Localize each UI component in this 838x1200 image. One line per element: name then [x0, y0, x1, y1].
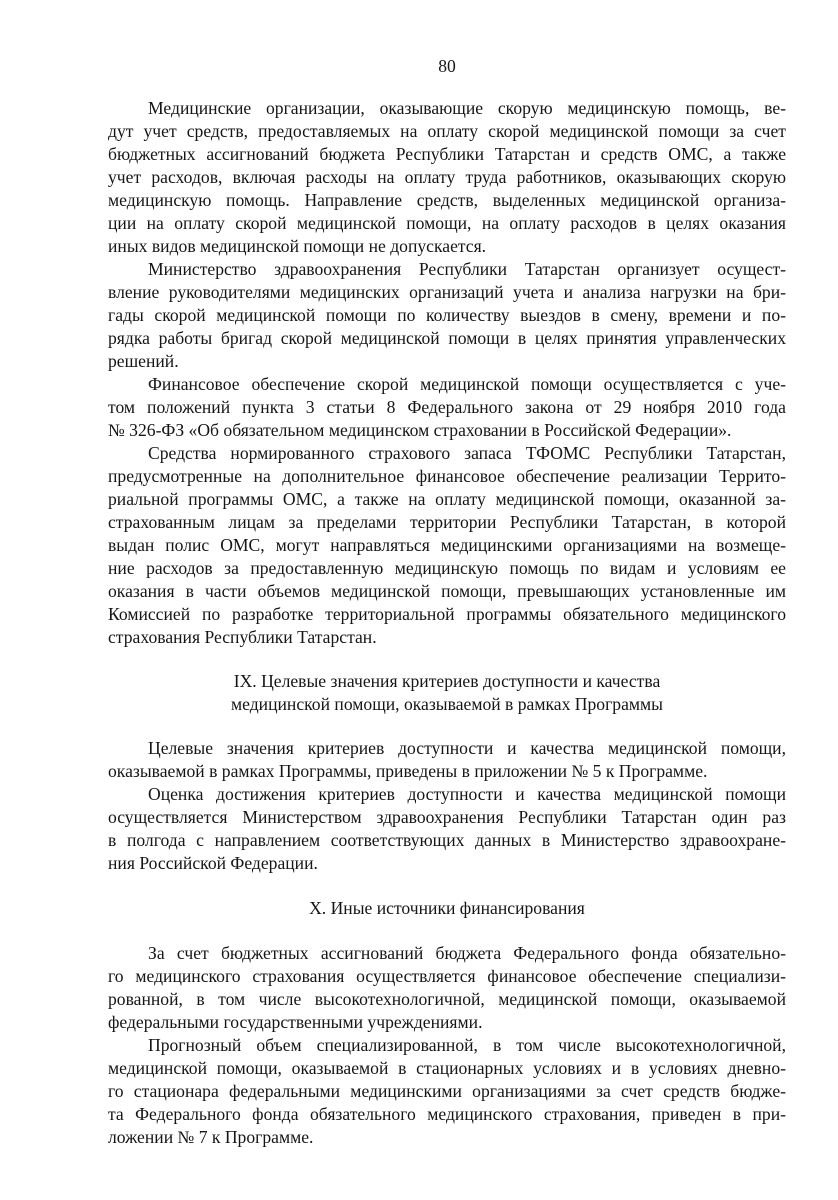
paragraph-line: страхования Республики Татарстан.: [108, 627, 377, 647]
paragraph-line: рядка работы бригад скорой медицинской помощи в целях принятия управленческих: [108, 328, 786, 348]
paragraph-line: ния Российской Федерации.: [108, 853, 318, 873]
paragraph-line: За счет бюджетных ассигнований бюджета Федерального фонда обязательно-: [148, 943, 786, 963]
paragraph-line: Комиссией по разработке территориальной программы обязательного медицинского: [108, 604, 786, 624]
paragraph-line: го стационара федеральными медицинскими организациями за счет средств бюдже-: [108, 1081, 786, 1101]
paragraph-line: дут учет средств, предоставляемых на оплату скорой медицинской помощи за счет: [108, 121, 786, 141]
paragraph-line: осуществляется Министерством здравоохранения Республики Татарстан один раз: [108, 807, 786, 827]
paragraph-line: № 326-ФЗ «Об обязательном медицинском страховании в Российской Федерации».: [108, 420, 732, 440]
paragraph-line: бюджетных ассигнований бюджета Республики Татарстан и средств ОМС, а также: [108, 144, 786, 164]
section-heading: IX. Целевые значения критериев доступности и качества: [233, 671, 661, 691]
paragraph-line: ние расходов за предоставленную медицинскую помощь по видам и условиям ее: [108, 558, 786, 578]
paragraph-line: решений.: [108, 351, 179, 371]
paragraph-line: выдан полис ОМС, могут направляться медицинскими организациями на возмеще-: [108, 535, 786, 555]
paragraph-line: иных видов медицинской помощи не допускается.: [108, 236, 487, 256]
paragraph-line: страхованным лицам за пределами территории Республики Татарстан, в которой: [108, 512, 786, 532]
paragraph-line: Оценка достижения критериев доступности и качества медицинской помощи: [148, 784, 786, 804]
paragraph-line: медицинской помощи, оказываемой в стационарных условиях и в условиях дневно-: [108, 1058, 786, 1078]
paragraph-line: оказываемой в рамках Программы, приведены в приложении № 5 к Программе.: [108, 761, 708, 781]
paragraph-line: ложении № 7 к Программе.: [108, 1127, 314, 1147]
section-heading: медицинской помощи, оказываемой в рамках Программы: [231, 694, 663, 714]
paragraph-line: в полгода с направлением соответствующих данных в Министерство здравоохране-: [108, 830, 786, 850]
paragraph-line: Средства нормированного страхового запаса ТФОМС Республики Татарстан,: [148, 443, 786, 463]
paragraph-line: том положений пункта 3 статьи 8 Федерального закона от 29 ноября 2010 года: [108, 397, 786, 417]
paragraph-line: федеральными государственными учреждениями.: [108, 1012, 483, 1032]
paragraph-line: го медицинского страхования осуществляется финансовое обеспечение специализи-: [108, 966, 786, 986]
paragraph-line: Целевые значения критериев доступности и качества медицинской помощи,: [148, 738, 786, 758]
page-number: 80: [438, 56, 456, 76]
section-heading: X. Иные источники финансирования: [309, 898, 585, 918]
paragraph-line: предусмотренные на дополнительное финансовое обеспечение реализации Террито-: [108, 466, 786, 486]
paragraph-line: оказания в части объемов медицинской помощи, превышающих установленные им: [108, 581, 786, 601]
paragraph-line: медицинскую помощь. Направление средств, выделенных медицинской организа-: [108, 190, 786, 210]
paragraph-line: Прогнозный объем специализированной, в том числе высокотехнологичной,: [148, 1035, 786, 1055]
paragraph-line: вление руководителями медицинских организаций учета и анализа нагрузки на бри-: [108, 282, 786, 302]
paragraph-line: Министерство здравоохранения Республики Татарстан организует осущест-: [148, 259, 786, 279]
paragraph-line: Финансовое обеспечение скорой медицинской помощи осуществляется с уче-: [148, 374, 786, 394]
paragraph-line: рованной, в том числе высокотехнологичной, медицинской помощи, оказываемой: [108, 989, 786, 1009]
paragraph-line: ции на оплату скорой медицинской помощи, на оплату расходов в целях оказания: [108, 213, 786, 233]
paragraph-line: риальной программы ОМС, а также на оплату медицинской помощи, оказанной за-: [108, 489, 786, 509]
paragraph-line: Медицинские организации, оказывающие скорую медицинскую помощь, ве-: [148, 98, 786, 118]
paragraph-line: учет расходов, включая расходы на оплату труда работников, оказывающих скорую: [108, 167, 786, 187]
paragraph-line: та Федерального фонда обязательного медицинского страхования, приведен в при-: [108, 1104, 786, 1124]
paragraph-line: гады скорой медицинской помощи по количеству выездов в смену, времени и по-: [108, 305, 786, 325]
